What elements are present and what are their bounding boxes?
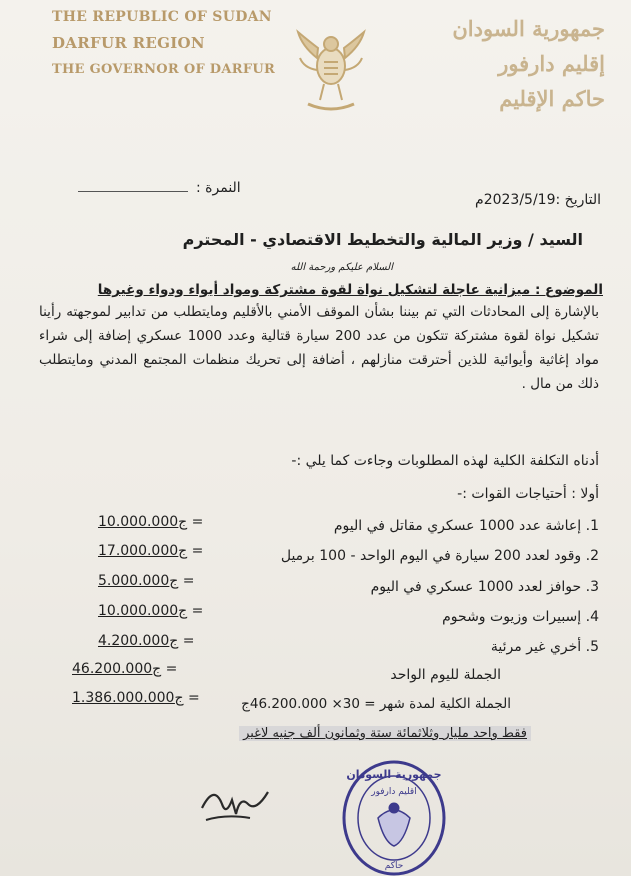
handwritten-signature-icon [196, 774, 278, 830]
letter-date: التاريخ :2023/5/19م [475, 192, 601, 208]
greeting: السلام عليكم ورحمة الله [290, 262, 393, 273]
official-stamp-icon [338, 752, 450, 876]
svg-text:حاكم: حاكم [384, 861, 404, 871]
list-item: 5. أخري غير مرئية [490, 639, 599, 655]
list-item: 4. إسبيرات وزيوت وشحوم [442, 609, 599, 625]
svg-text:جمهورية السودان: جمهورية السودان [346, 768, 442, 781]
grand-total-label: الجملة الكلية لمدة شهر = 30× 46.200.000ج [241, 696, 511, 712]
item-amount: 10.000.000ج = [98, 603, 204, 619]
sudan-emblem-icon [294, 24, 368, 114]
body-paragraph: بالإشارة إلى المحادثات التي تم بيننا بشأن الموقف الأمني بالأقليم ومايتطلب من تدابير لموجهته رأينا تشكيل نواة لقوة مشتركة تتكون من عدد 200 سيارة قتالية وعدد 1000 عسكري إضافة إلى شراء مواد إغاثية وأيوائية للذين أحترقت منازلهم ، أضافة إلى تحريك منظمات المجتمع المدني ومايتطلب ذلك من مال . [39, 304, 599, 392]
item-amount: 4.200.000ج = [98, 633, 195, 649]
list-item: 1. إعاشة عدد 1000 عسكري مقاتل في اليوم [333, 518, 599, 534]
cost-intro: أدناه التكلفة الكلية لهذه المطلوبات وجاءت كما يلي :- [291, 453, 599, 469]
subject: الموضوع : ميزانية عاجلة لتشكيل نواة لقوة مشتركة ومواد أيواء ودواء وغيرها [97, 282, 603, 298]
amount-in-words: فقط واحد مليار وثلاثمائة ستة وثمانون ألف جنيه لاغير [239, 726, 531, 741]
arabic-letterhead [405, 18, 605, 123]
letterhead-ar-governor: حاكم الإقليم [499, 86, 605, 111]
letterhead-ar-republic: جمهورية السودان [452, 16, 605, 41]
daily-total-amount: 46.200.000ج = [72, 661, 178, 677]
recipient: السيد / وزير المالية والتخطيط الاقتصادي - المحترم [182, 230, 583, 249]
letterhead-region: DARFUR REGION [52, 34, 205, 52]
item-amount: 10.000.000ج = [98, 514, 204, 530]
grand-total-amount: 1.386.000.000ج = [72, 690, 200, 706]
list-item: 3. حوافز لعدد 1000 عسكري في اليوم [370, 579, 599, 595]
letter-number [78, 180, 241, 196]
number-label: النمرة : [196, 180, 241, 196]
section-title: أولا : أحتياجات القوات :- [457, 486, 599, 502]
letterhead-republic: THE REPUBLIC OF SUDAN [52, 9, 272, 25]
letterhead-ar-region: إقليم دارفور [498, 51, 605, 76]
item-amount: 5.000.000ج = [98, 573, 195, 589]
number-blank [78, 191, 188, 192]
list-item: 2. وقود لعدد 200 سيارة في اليوم الواحد - 100 برميل [280, 548, 599, 564]
svg-text:اقليم دارفور: اقليم دارفور [371, 787, 417, 797]
item-amount: 17.000.000ج = [98, 543, 204, 559]
english-letterhead [52, 10, 282, 88]
letterhead-governor: THE GOVERNOR OF DARFUR [52, 62, 276, 77]
daily-total-label: الجملة لليوم الواحد [390, 667, 501, 683]
